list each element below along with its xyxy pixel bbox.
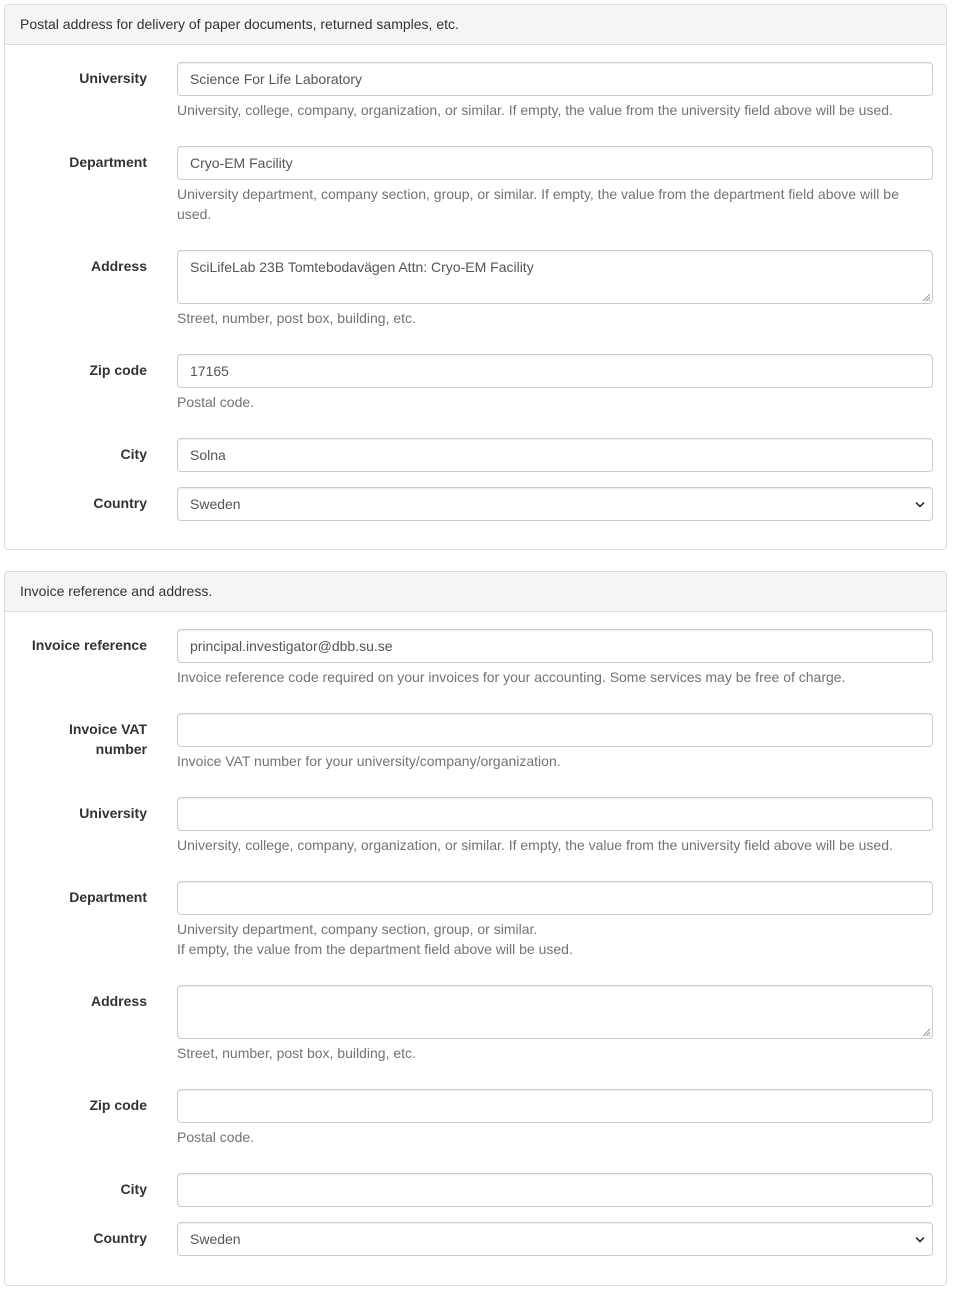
invoice-address-panel: [4, 571, 947, 1286]
invoice-address-textarea[interactable]: [177, 985, 933, 1039]
postal-university-value: Science For Life Laboratory: [190, 71, 362, 87]
postal-department-value: Cryo-EM Facility: [190, 155, 293, 171]
invoice-panel-title: Invoice reference and address.: [20, 583, 213, 599]
invoice-vat-help: Invoice VAT number for your university/company/organization.: [177, 753, 561, 769]
invoice-reference-label: Invoice reference: [31, 637, 147, 653]
postal-panel-heading: [5, 5, 946, 45]
invoice-zip-help: Postal code.: [177, 1129, 255, 1145]
invoice-country-select[interactable]: [177, 1222, 933, 1256]
postal-zip-label: Zip code: [89, 362, 147, 378]
invoice-department-input[interactable]: [177, 881, 933, 915]
chevron-down-icon: [913, 1233, 927, 1247]
invoice-university-label: University: [79, 805, 147, 821]
invoice-zip-input[interactable]: [177, 1089, 933, 1123]
postal-country-label: Country: [93, 495, 147, 511]
invoice-department-label: Department: [69, 889, 147, 905]
invoice-panel-heading: [5, 572, 946, 612]
invoice-vat-label: Invoice VAT number: [68, 721, 147, 757]
postal-department-help: University department, company section, group, or similar. If empty, the value from the department field above will be used.: [177, 186, 899, 222]
invoice-university-help: University, college, company, organization, or similar. If empty, the value from the university field above will be used.: [177, 837, 893, 853]
postal-address-label: Address: [90, 258, 147, 274]
postal-country-select[interactable]: [177, 487, 933, 521]
invoice-department-help-line2: If empty, the value from the department field above will be used.: [177, 941, 573, 957]
postal-zip-value: 17165: [190, 363, 229, 379]
invoice-country-value: Sweden: [190, 1231, 241, 1247]
postal-address-panel: [4, 4, 947, 550]
resize-grip-icon[interactable]: [922, 1028, 931, 1037]
resize-grip-icon[interactable]: [922, 293, 931, 302]
postal-university-input[interactable]: [177, 62, 933, 96]
postal-zip-help: Postal code.: [177, 394, 255, 410]
invoice-department-help-line1: University department, company section, group, or similar.: [177, 921, 538, 937]
postal-country-value: Sweden: [190, 496, 241, 512]
invoice-zip-label: Zip code: [89, 1097, 147, 1113]
postal-panel-title: Postal address for delivery of paper documents, returned samples, etc.: [20, 16, 459, 32]
invoice-city-input[interactable]: [177, 1173, 933, 1207]
invoice-country-label: Country: [93, 1230, 147, 1246]
postal-city-value: Solna: [190, 447, 226, 463]
invoice-vat-input[interactable]: [177, 713, 933, 747]
postal-city-input[interactable]: [177, 438, 933, 472]
postal-address-textarea[interactable]: [177, 250, 933, 304]
postal-university-help: University, college, company, organization, or similar. If empty, the value from the university field above will be used.: [177, 102, 893, 118]
postal-city-label: City: [120, 446, 147, 462]
postal-department-input[interactable]: [177, 146, 933, 180]
postal-university-label: University: [79, 70, 147, 86]
postal-address-help: Street, number, post box, building, etc.: [177, 310, 416, 326]
invoice-address-help: Street, number, post box, building, etc.: [177, 1045, 416, 1061]
invoice-address-label: Address: [90, 993, 147, 1009]
postal-address-value: SciLifeLab 23B Tomtebodavägen Attn: Cryo-EM Facility: [190, 259, 534, 275]
postal-department-label: Department: [69, 154, 147, 170]
invoice-reference-input[interactable]: [177, 629, 933, 663]
chevron-down-icon: [913, 498, 927, 512]
postal-zip-input[interactable]: [177, 354, 933, 388]
invoice-university-input[interactable]: [177, 797, 933, 831]
invoice-reference-value: principal.investigator@dbb.su.se: [190, 638, 393, 654]
invoice-city-label: City: [120, 1181, 147, 1197]
invoice-reference-help: Invoice reference code required on your invoices for your accounting. Some services may be free of charge.: [177, 669, 846, 685]
